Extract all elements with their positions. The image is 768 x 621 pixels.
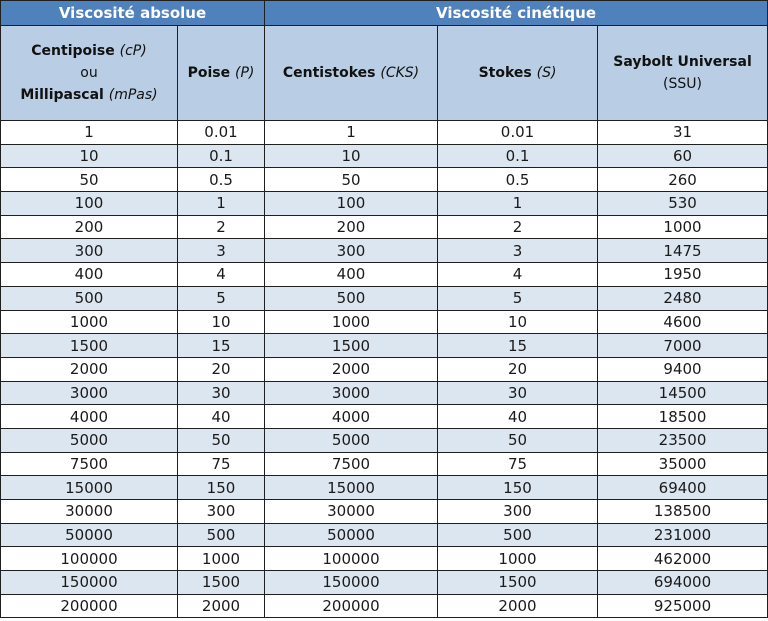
stokes-cell: 40 [438,405,598,429]
poise-cell: 75 [178,452,265,476]
stokes-cell: 0.01 [438,121,598,145]
centipoise-cell: 200000 [1,594,178,618]
saybolt-cell: 35000 [598,452,768,476]
table-row [1,192,768,216]
stokes-cell: 15 [438,334,598,358]
stokes-cell: 300 [438,500,598,524]
centistokes-cell: 1000 [265,310,438,334]
centistokes-cell: 100000 [265,547,438,571]
centipoise-unit: (cP) [119,43,147,59]
centistokes-cell: 150000 [265,571,438,595]
poise-cell: 150 [178,476,265,500]
saybolt-cell: 1475 [598,239,768,263]
group-header-kinematic: Viscosité cinétique [265,1,768,26]
stokes-cell: 150 [438,476,598,500]
table-row [1,381,768,405]
table-row [1,239,768,263]
saybolt-cell: 231000 [598,523,768,547]
centistokes-cell: 15000 [265,476,438,500]
poise-cell: 15 [178,334,265,358]
stokes-cell: 4 [438,263,598,287]
poise-cell: 10 [178,310,265,334]
saybolt-cell: 1950 [598,263,768,287]
centipoise-cell: 1 [1,121,178,145]
column-header-centipoise [1,26,178,121]
poise-cell: 5 [178,286,265,310]
table-row [1,452,768,476]
poise-cell: 300 [178,500,265,524]
saybolt-cell: 23500 [598,428,768,452]
poise-cell: 30 [178,381,265,405]
stokes-cell: 1500 [438,571,598,595]
poise-cell: 1000 [178,547,265,571]
centipoise-cell: 5000 [1,428,178,452]
poise-cell: 2 [178,215,265,239]
poise-cell: 0.5 [178,168,265,192]
centipoise-cell: 100000 [1,547,178,571]
centistokes-cell: 500 [265,286,438,310]
saybolt-cell: 18500 [598,405,768,429]
centistokes-cell: 1 [265,121,438,145]
centipoise-cell: 150000 [1,571,178,595]
poise-cell: 3 [178,239,265,263]
stokes-label: Stokes [478,65,532,81]
centipoise-cell: 4000 [1,405,178,429]
column-header-stokes [438,26,598,121]
column-header-centistokes [265,26,438,121]
centipoise-cell: 15000 [1,476,178,500]
centistokes-cell: 10 [265,144,438,168]
centipoise-cell: 1500 [1,334,178,358]
table-row [1,405,768,429]
stokes-cell: 30 [438,381,598,405]
or-label: ou [80,65,98,81]
centipoise-cell: 300 [1,239,178,263]
centipoise-cell: 100 [1,192,178,216]
table-row [1,428,768,452]
table-body [1,121,768,618]
saybolt-cell: 2480 [598,286,768,310]
centistokes-cell: 100 [265,192,438,216]
stokes-cell: 50 [438,428,598,452]
centistokes-cell: 1500 [265,334,438,358]
poise-cell: 4 [178,263,265,287]
centipoise-label: Centipoise [31,43,115,59]
saybolt-cell: 530 [598,192,768,216]
poise-cell: 20 [178,357,265,381]
centistokes-cell: 200000 [265,594,438,618]
saybolt-cell: 31 [598,121,768,145]
stokes-cell: 10 [438,310,598,334]
centipoise-cell: 50 [1,168,178,192]
table-row [1,168,768,192]
table-row [1,144,768,168]
column-header-saybolt [598,26,768,121]
saybolt-unit: (SSU) [663,76,702,92]
centipoise-cell: 400 [1,263,178,287]
saybolt-cell: 69400 [598,476,768,500]
stokes-cell: 0.1 [438,144,598,168]
stokes-cell: 5 [438,286,598,310]
stokes-cell: 1000 [438,547,598,571]
stokes-cell: 3 [438,239,598,263]
group-header-absolute: Viscosité absolue [1,1,265,26]
column-header-poise [178,26,265,121]
table-row [1,263,768,287]
poise-cell: 0.01 [178,121,265,145]
table-row [1,571,768,595]
centipoise-cell: 10 [1,144,178,168]
poise-label: Poise [187,65,231,81]
centistokes-cell: 2000 [265,357,438,381]
column-header-row [1,26,768,121]
group-header-row [1,1,768,26]
poise-cell: 50 [178,428,265,452]
saybolt-label: Saybolt Universal [613,54,752,70]
millipascal-unit: (mPas) [108,87,158,103]
table-row [1,547,768,571]
centistokes-cell: 400 [265,263,438,287]
centistokes-cell: 200 [265,215,438,239]
table-row [1,523,768,547]
centistokes-unit: (CKS) [380,65,420,81]
stokes-cell: 20 [438,357,598,381]
stokes-unit: (S) [536,65,557,81]
stokes-cell: 2000 [438,594,598,618]
poise-cell: 0.1 [178,144,265,168]
table-row [1,286,768,310]
saybolt-cell: 694000 [598,571,768,595]
table-row [1,121,768,145]
centipoise-cell: 3000 [1,381,178,405]
saybolt-cell: 7000 [598,334,768,358]
centistokes-cell: 50 [265,168,438,192]
poise-cell: 1 [178,192,265,216]
stokes-cell: 0.5 [438,168,598,192]
centipoise-cell: 1000 [1,310,178,334]
centipoise-cell: 7500 [1,452,178,476]
saybolt-cell: 1000 [598,215,768,239]
stokes-cell: 500 [438,523,598,547]
table-row [1,334,768,358]
table-row [1,476,768,500]
saybolt-cell: 138500 [598,500,768,524]
centistokes-cell: 3000 [265,381,438,405]
centipoise-cell: 2000 [1,357,178,381]
stokes-cell: 2 [438,215,598,239]
centipoise-cell: 30000 [1,500,178,524]
saybolt-cell: 4600 [598,310,768,334]
centipoise-cell: 200 [1,215,178,239]
saybolt-cell: 60 [598,144,768,168]
centistokes-label: Centistokes [282,65,376,81]
saybolt-cell: 462000 [598,547,768,571]
centistokes-cell: 300 [265,239,438,263]
saybolt-cell: 9400 [598,357,768,381]
centipoise-cell: 50000 [1,523,178,547]
stokes-cell: 75 [438,452,598,476]
centistokes-cell: 50000 [265,523,438,547]
centistokes-cell: 5000 [265,428,438,452]
table-row [1,215,768,239]
millipascal-label: Millipascal [20,87,104,103]
table-row [1,357,768,381]
centipoise-cell: 500 [1,286,178,310]
centistokes-cell: 4000 [265,405,438,429]
centistokes-cell: 30000 [265,500,438,524]
table-row [1,594,768,618]
poise-cell: 1500 [178,571,265,595]
saybolt-cell: 925000 [598,594,768,618]
poise-cell: 40 [178,405,265,429]
table-row [1,500,768,524]
poise-cell: 500 [178,523,265,547]
table-row [1,310,768,334]
poise-unit: (P) [235,65,255,81]
saybolt-cell: 14500 [598,381,768,405]
stokes-cell: 1 [438,192,598,216]
saybolt-cell: 260 [598,168,768,192]
centistokes-cell: 7500 [265,452,438,476]
poise-cell: 2000 [178,594,265,618]
